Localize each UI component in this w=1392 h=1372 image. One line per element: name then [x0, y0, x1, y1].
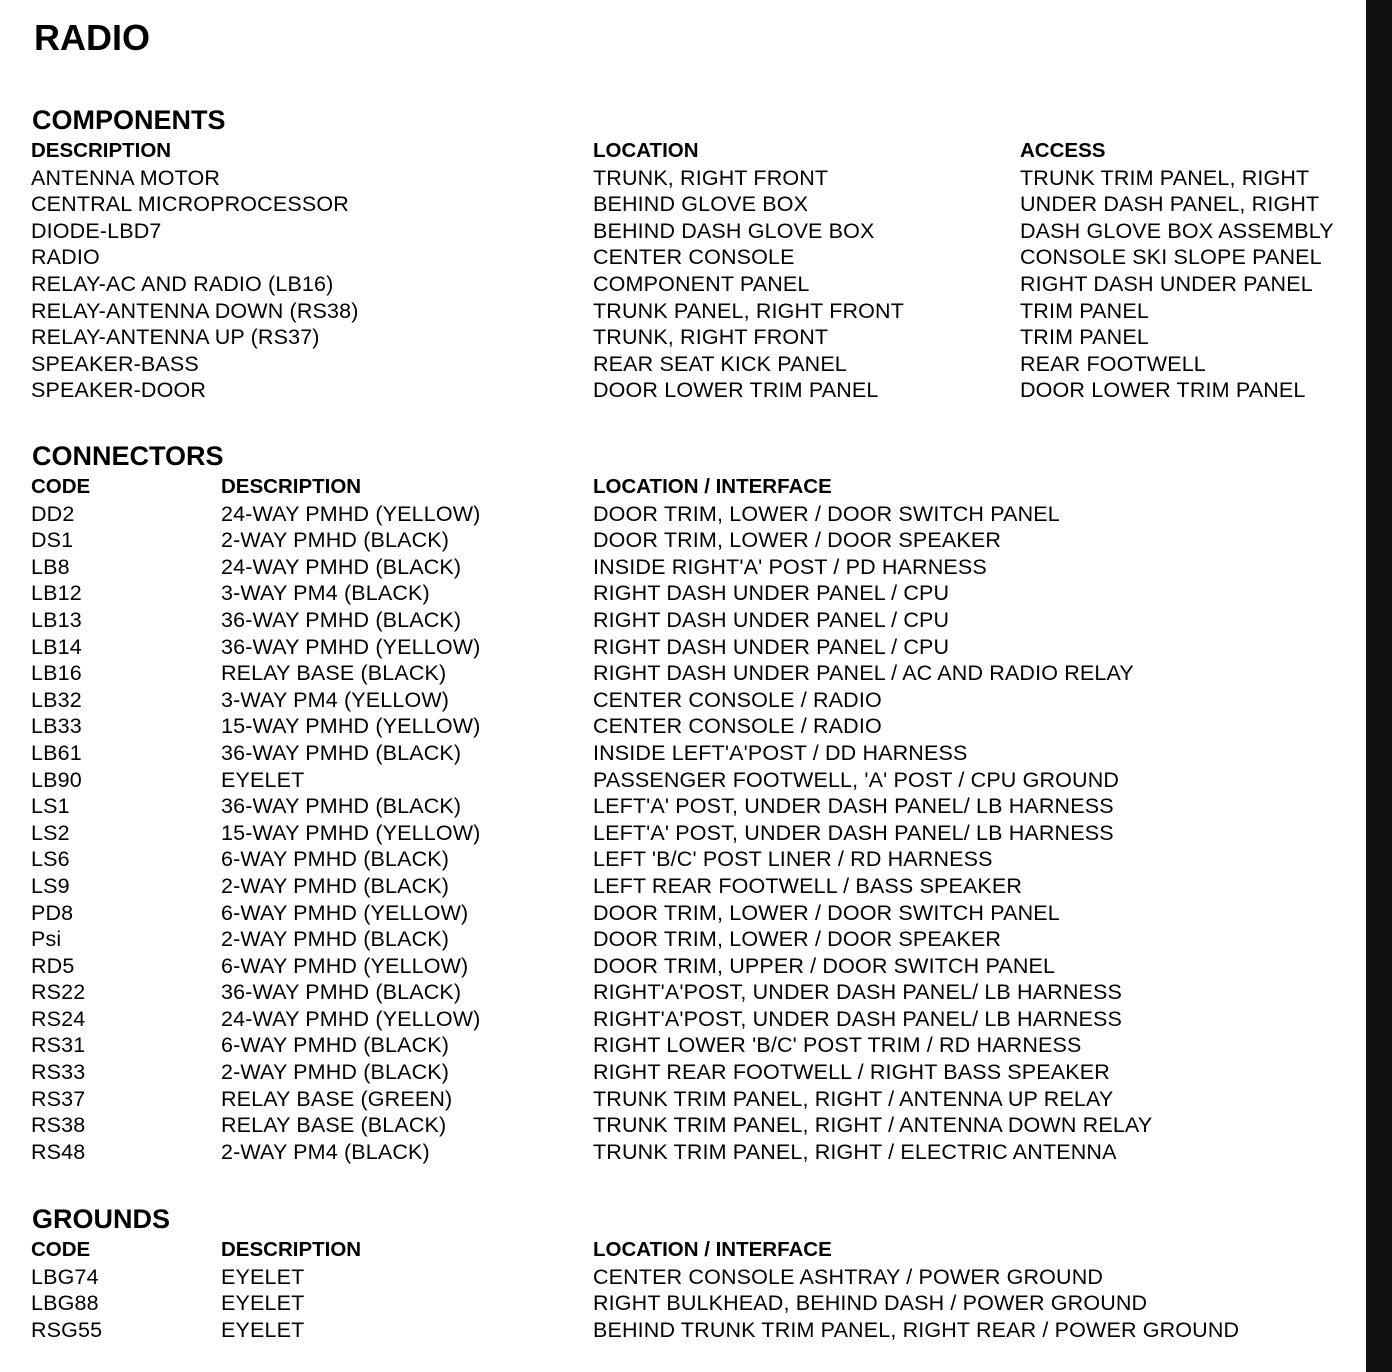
connectors-cell-location: LEFT REAR FOOTWELL / BASS SPEAKER [593, 873, 1023, 898]
connectors-cell-code: LB33 [31, 714, 82, 739]
connectors-cell-description: 2-WAY PMHD (BLACK) [221, 873, 450, 898]
connectors-cell-code: LB12 [31, 581, 82, 606]
connectors-row [31, 1112, 1360, 1139]
connectors-row [31, 554, 1360, 581]
column-header-description: DESCRIPTION [221, 1238, 362, 1261]
connectors-cell-description: 3-WAY PM4 (BLACK) [221, 581, 430, 606]
connectors-row [31, 793, 1360, 820]
components-row [31, 377, 1360, 404]
components-cell-location: TRUNK, RIGHT FRONT [593, 325, 829, 350]
grounds-heading: GROUNDS [32, 1204, 171, 1234]
components-cell-access: RIGHT DASH UNDER PANEL [1020, 271, 1313, 296]
column-header-access: ACCESS [1020, 139, 1106, 162]
connectors-row [31, 687, 1360, 714]
connectors-cell-code: LS9 [31, 873, 70, 898]
components-row [31, 351, 1360, 378]
components-cell-access: UNDER DASH PANEL, RIGHT [1020, 192, 1320, 217]
components-cell-description: RELAY-ANTENNA DOWN (RS38) [31, 298, 359, 323]
components-row [31, 324, 1360, 351]
connectors-cell-location: DOOR TRIM, LOWER / DOOR SPEAKER [593, 927, 1002, 952]
grounds-cell-code: LBG88 [31, 1291, 99, 1316]
components-cell-description: RADIO [31, 245, 100, 270]
components-cell-description: SPEAKER-DOOR [31, 378, 207, 403]
connectors-cell-location: PASSENGER FOOTWELL, 'A' POST / CPU GROUND [593, 767, 1120, 792]
connectors-row [31, 846, 1360, 873]
connectors-cell-description: 36-WAY PMHD (BLACK) [221, 607, 462, 632]
components-row [31, 244, 1360, 271]
connectors-cell-description: 24-WAY PMHD (YELLOW) [221, 1006, 481, 1031]
grounds-cell-description: EYELET [221, 1291, 305, 1316]
connectors-cell-description: 2-WAY PMHD (BLACK) [221, 1060, 450, 1085]
grounds-cell-description: EYELET [221, 1317, 305, 1342]
connectors-cell-location: LEFT'A' POST, UNDER DASH PANEL/ LB HARNESS [593, 820, 1114, 845]
connectors-cell-location: INSIDE LEFT'A'POST / DD HARNESS [593, 740, 968, 765]
grounds-rows [31, 1264, 1360, 1344]
components-cell-access: TRIM PANEL [1020, 325, 1149, 350]
connectors-cell-location: TRUNK TRIM PANEL, RIGHT / ELECTRIC ANTENNA [593, 1139, 1117, 1164]
connectors-table [31, 474, 1360, 1165]
connectors-cell-location: DOOR TRIM, LOWER / DOOR SPEAKER [593, 528, 1002, 553]
grounds-cell-code: RSG55 [31, 1317, 103, 1342]
connectors-heading: CONNECTORS [32, 441, 224, 471]
column-header-code: CODE [31, 475, 91, 498]
components-cell-description: RELAY-ANTENNA UP (RS37) [31, 325, 320, 350]
page-title: RADIO [34, 17, 150, 58]
grounds-header-row [31, 1237, 1360, 1264]
connectors-cell-description: 36-WAY PMHD (BLACK) [221, 794, 462, 819]
connectors-cell-location: CENTER CONSOLE / RADIO [593, 687, 882, 712]
connectors-cell-code: RS38 [31, 1113, 86, 1138]
connectors-row [31, 713, 1360, 740]
components-cell-location: REAR SEAT KICK PANEL [593, 351, 847, 376]
connectors-row [31, 580, 1360, 607]
connectors-cell-code: LB16 [31, 661, 82, 686]
connectors-cell-code: LS2 [31, 820, 70, 845]
connectors-cell-description: 36-WAY PMHD (BLACK) [221, 980, 462, 1005]
connectors-row [31, 740, 1360, 767]
connectors-cell-code: DS1 [31, 528, 74, 553]
connectors-cell-location: DOOR TRIM, LOWER / DOOR SWITCH PANEL [593, 900, 1060, 925]
column-header-location-interface: LOCATION / INTERFACE [593, 1238, 832, 1261]
components-cell-access: DASH GLOVE BOX ASSEMBLY [1020, 218, 1334, 243]
connectors-cell-code: RS24 [31, 1006, 86, 1031]
components-cell-location: TRUNK PANEL, RIGHT FRONT [593, 298, 904, 323]
connectors-cell-code: RS31 [31, 1033, 86, 1058]
connectors-cell-location: RIGHT'A'POST, UNDER DASH PANEL/ LB HARNESS [593, 1006, 1123, 1031]
connectors-cell-code: LB14 [31, 634, 82, 659]
connectors-cell-description: 24-WAY PMHD (YELLOW) [221, 501, 481, 526]
connectors-cell-location: RIGHT DASH UNDER PANEL / AC AND RADIO RELAY [593, 661, 1134, 686]
components-row [31, 218, 1360, 245]
connectors-row [31, 820, 1360, 847]
connectors-cell-description: 6-WAY PMHD (BLACK) [221, 847, 450, 872]
connectors-cell-location: DOOR TRIM, LOWER / DOOR SWITCH PANEL [593, 501, 1060, 526]
components-cell-location: TRUNK, RIGHT FRONT [593, 165, 829, 190]
connectors-row [31, 501, 1360, 528]
connectors-cell-description: 2-WAY PMHD (BLACK) [221, 528, 450, 553]
connectors-cell-description: 6-WAY PMHD (BLACK) [221, 1033, 450, 1058]
components-cell-access: TRIM PANEL [1020, 298, 1149, 323]
connectors-cell-description: 15-WAY PMHD (YELLOW) [221, 714, 481, 739]
connectors-cell-location: TRUNK TRIM PANEL, RIGHT / ANTENNA UP RELAY [593, 1086, 1114, 1111]
column-header-code: CODE [31, 1238, 91, 1261]
connectors-cell-code: RD5 [31, 953, 75, 978]
connectors-cell-code: LB13 [31, 607, 82, 632]
connectors-cell-description: RELAY BASE (BLACK) [221, 1113, 447, 1138]
connectors-cell-code: Psi [31, 927, 62, 952]
connectors-cell-code: LS6 [31, 847, 70, 872]
components-cell-location: CENTER CONSOLE [593, 245, 795, 270]
connectors-row [31, 634, 1360, 661]
connectors-cell-description: 2-WAY PM4 (BLACK) [221, 1139, 430, 1164]
connectors-row [31, 926, 1360, 953]
connectors-cell-location: DOOR TRIM, UPPER / DOOR SWITCH PANEL [593, 953, 1056, 978]
connectors-cell-location: RIGHT DASH UNDER PANEL / CPU [593, 634, 950, 659]
connectors-cell-code: LB61 [31, 740, 82, 765]
connectors-cell-description: RELAY BASE (GREEN) [221, 1086, 453, 1111]
column-header-description: DESCRIPTION [31, 139, 172, 162]
connectors-cell-code: RS37 [31, 1086, 86, 1111]
connectors-row [31, 1006, 1360, 1033]
column-header-location: LOCATION [593, 139, 699, 162]
connectors-cell-code: RS48 [31, 1139, 86, 1164]
components-row [31, 165, 1360, 192]
connectors-row [31, 1032, 1360, 1059]
components-cell-description: CENTRAL MICROPROCESSOR [31, 192, 349, 217]
connectors-cell-description: 24-WAY PMHD (BLACK) [221, 554, 462, 579]
connectors-cell-code: LB32 [31, 687, 82, 712]
connectors-cell-description: 2-WAY PMHD (BLACK) [221, 927, 450, 952]
grounds-row [31, 1290, 1360, 1317]
connectors-cell-description: 36-WAY PMHD (YELLOW) [221, 634, 481, 659]
components-cell-location: BEHIND DASH GLOVE BOX [593, 218, 875, 243]
connectors-row [31, 660, 1360, 687]
connectors-cell-code: LB8 [31, 554, 70, 579]
components-row [31, 191, 1360, 218]
connectors-cell-description: RELAY BASE (BLACK) [221, 661, 447, 686]
components-cell-location: DOOR LOWER TRIM PANEL [593, 378, 879, 403]
components-cell-location: BEHIND GLOVE BOX [593, 192, 809, 217]
connectors-cell-description: 15-WAY PMHD (YELLOW) [221, 820, 481, 845]
components-row [31, 271, 1360, 298]
components-cell-access: CONSOLE SKI SLOPE PANEL [1020, 245, 1322, 270]
connectors-row [31, 1139, 1360, 1166]
components-header-row [31, 138, 1360, 165]
connectors-cell-description: 6-WAY PMHD (YELLOW) [221, 900, 469, 925]
connectors-cell-description: 3-WAY PM4 (YELLOW) [221, 687, 450, 712]
connectors-cell-location: RIGHT REAR FOOTWELL / RIGHT BASS SPEAKER [593, 1060, 1110, 1085]
connectors-cell-location: CENTER CONSOLE / RADIO [593, 714, 882, 739]
grounds-row [31, 1264, 1360, 1291]
components-cell-description: RELAY-AC AND RADIO (LB16) [31, 271, 334, 296]
grounds-cell-location: BEHIND TRUNK TRIM PANEL, RIGHT REAR / POWER GROUND [593, 1317, 1240, 1342]
connectors-cell-location: RIGHT DASH UNDER PANEL / CPU [593, 581, 950, 606]
connectors-row [31, 767, 1360, 794]
connectors-rows [31, 501, 1360, 1166]
connectors-cell-location: LEFT 'B/C' POST LINER / RD HARNESS [593, 847, 993, 872]
grounds-cell-description: EYELET [221, 1264, 305, 1289]
connectors-header-row [31, 474, 1360, 501]
connectors-cell-location: TRUNK TRIM PANEL, RIGHT / ANTENNA DOWN RELAY [593, 1113, 1153, 1138]
connectors-cell-description: EYELET [221, 767, 305, 792]
connectors-row [31, 900, 1360, 927]
connectors-row [31, 527, 1360, 554]
components-heading: COMPONENTS [32, 105, 226, 135]
components-cell-description: SPEAKER-BASS [31, 351, 199, 376]
components-rows [31, 165, 1360, 404]
components-cell-description: ANTENNA MOTOR [31, 165, 221, 190]
connectors-cell-location: RIGHT'A'POST, UNDER DASH PANEL/ LB HARNESS [593, 980, 1123, 1005]
components-cell-access: DOOR LOWER TRIM PANEL [1020, 378, 1306, 403]
column-header-description: DESCRIPTION [221, 475, 362, 498]
grounds-cell-location: RIGHT BULKHEAD, BEHIND DASH / POWER GROUND [593, 1291, 1148, 1316]
connectors-row [31, 1059, 1360, 1086]
connectors-cell-code: LS1 [31, 794, 70, 819]
connectors-cell-location: RIGHT DASH UNDER PANEL / CPU [593, 607, 950, 632]
connectors-cell-code: RS33 [31, 1060, 86, 1085]
connectors-cell-code: LB90 [31, 767, 82, 792]
connectors-cell-location: LEFT'A' POST, UNDER DASH PANEL/ LB HARNESS [593, 794, 1114, 819]
components-table [31, 138, 1360, 404]
connectors-cell-description: 36-WAY PMHD (BLACK) [221, 740, 462, 765]
connectors-cell-code: RS22 [31, 980, 86, 1005]
grounds-table [31, 1237, 1360, 1343]
components-cell-description: DIODE-LBD7 [31, 218, 162, 243]
connectors-row [31, 979, 1360, 1006]
connectors-cell-location: INSIDE RIGHT'A' POST / PD HARNESS [593, 554, 987, 579]
connectors-row [31, 607, 1360, 634]
connectors-cell-location: RIGHT LOWER 'B/C' POST TRIM / RD HARNESS [593, 1033, 1082, 1058]
connectors-cell-code: PD8 [31, 900, 74, 925]
components-cell-access: TRUNK TRIM PANEL, RIGHT [1020, 165, 1310, 190]
grounds-cell-code: LBG74 [31, 1264, 99, 1289]
connectors-cell-code: DD2 [31, 501, 75, 526]
connectors-row [31, 1086, 1360, 1113]
grounds-row [31, 1317, 1360, 1344]
components-cell-location: COMPONENT PANEL [593, 271, 810, 296]
connectors-row [31, 953, 1360, 980]
connectors-row [31, 873, 1360, 900]
connectors-cell-description: 6-WAY PMHD (YELLOW) [221, 953, 469, 978]
grounds-cell-location: CENTER CONSOLE ASHTRAY / POWER GROUND [593, 1264, 1104, 1289]
page-edge-bar [1366, 0, 1392, 1372]
column-header-location-interface: LOCATION / INTERFACE [593, 475, 832, 498]
components-cell-access: REAR FOOTWELL [1020, 351, 1206, 376]
components-row [31, 298, 1360, 325]
